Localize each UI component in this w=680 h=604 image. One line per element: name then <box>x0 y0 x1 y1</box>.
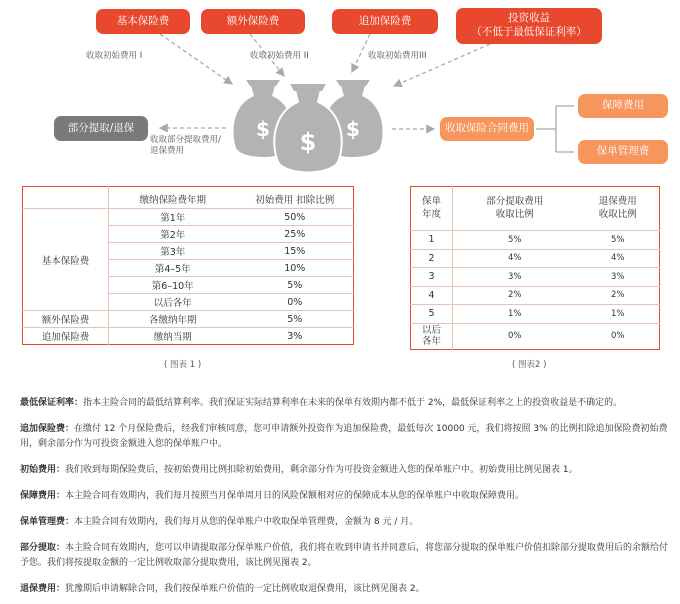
table-row <box>23 328 354 345</box>
partial-cell: 4% <box>453 249 577 268</box>
year-cell: 3 <box>411 268 453 287</box>
period-cell: 第3年 <box>109 243 237 260</box>
table-header-cell <box>576 187 659 231</box>
ratio-cell: 5% <box>237 311 354 328</box>
withdraw-surrender-box <box>54 116 148 141</box>
surrender-cell: 5% <box>576 231 659 250</box>
partial-cell: 0% <box>507 331 522 341</box>
withdraw-fee-line1: 收取部分提取费用/ <box>150 135 221 145</box>
note-term: 初始费用： <box>20 465 66 475</box>
year-cell <box>411 323 453 349</box>
ratio-cell: 5% <box>237 277 354 294</box>
note-text: 本主险合同有效期内，我们每月从您的保单账户中收取保单管理费，金额为 8 元 / 月。 <box>74 517 419 527</box>
surrender-cell: 1% <box>576 305 659 324</box>
table-row <box>411 249 660 268</box>
period-cell: 第6–10年 <box>109 277 237 294</box>
note-text: 我们收到每期保险费后，按初始费用比例扣除初始费用，剩余部分作为可投资金额进入您的保单账户中。初始费用比例见图表 1。 <box>65 465 578 475</box>
note-protection-fee <box>20 489 670 504</box>
period-cell: 各缴纳年期 <box>109 311 237 328</box>
note-term: 保障费用： <box>20 491 66 501</box>
contract-fee-box <box>440 117 534 141</box>
year-text: 以后 各年 <box>421 324 441 347</box>
year-cell: 5 <box>411 305 453 324</box>
management-fee-box <box>578 140 668 164</box>
table2-caption: ( 图表2 ) <box>512 360 547 370</box>
connector-split <box>536 106 574 152</box>
protection-fee-box <box>578 94 668 118</box>
ratio-cell: 10% <box>237 260 354 277</box>
note-text: 本主险合同有效期内，您可以申请提取部分保单账户价值，我们将在收到申请书并同意后，将您部分提取的保单账户价值扣除部分提取费用后的余额给付予您。我们将按提取金额的一定比例收取部分提取费用，该比例见图表 2。 <box>20 543 669 568</box>
table-header-row <box>23 187 354 209</box>
partial-cell: 2% <box>453 286 577 305</box>
additional-premium-box <box>332 9 438 34</box>
note-term: 退保费用： <box>20 584 66 594</box>
note-term: 最低保证利率： <box>20 398 84 408</box>
table1-caption: ( 图表 1 ) <box>164 360 202 370</box>
surrender-cell: 2% <box>576 286 659 305</box>
year-cell: 1 <box>411 231 453 250</box>
table-header-cell: 初始费用 扣除比例 <box>237 187 354 209</box>
table-header-text: 保单 年度 <box>421 195 441 220</box>
note-min-rate <box>20 396 670 411</box>
note-text: 在缴付 12 个月保险费后，经我们审核同意，您可申请额外投资作为追加保险费，最低每次 10000 元，我们将按照 3% 的比例扣除追加保险费初始费用，剩余部分作为可投资金额进入您的保单账户中。 <box>20 424 668 449</box>
basic-premium-label: 基本保险费 <box>116 14 170 27</box>
category-cell: 追加保险费 <box>23 328 109 345</box>
additional-premium-label: 追加保险费 <box>358 14 412 27</box>
note-text: 本主险合同有效期内，我们每月按照当月保单周月日的风险保额相对应的保障成本从您的保单账户中收取保障费用。 <box>65 491 525 501</box>
note-additional-premium <box>20 422 670 451</box>
partial-cell: 3% <box>453 268 577 287</box>
table-row <box>411 305 660 324</box>
year-cell: 2 <box>411 249 453 268</box>
withdraw-fee-label <box>150 135 221 158</box>
min-guaranteed-rate-label: （不低于最低保证利率） <box>471 26 587 38</box>
table-row <box>23 311 354 328</box>
table-row <box>411 323 660 349</box>
basic-premium-box <box>96 9 190 34</box>
ratio-cell: 0% <box>237 294 354 311</box>
table-header-cell <box>411 187 453 231</box>
investment-return-label: 投资收益 <box>508 12 550 25</box>
extra-premium-label: 额外保险费 <box>226 14 280 27</box>
table-header-row <box>411 187 660 231</box>
ratio-cell: 50% <box>237 209 354 226</box>
ratio-cell: 25% <box>237 226 354 243</box>
period-cell: 以后各年 <box>109 294 237 311</box>
table-header-text: 部分提取费用 收取比例 <box>486 195 544 220</box>
note-partial-withdrawal <box>20 541 670 570</box>
ratio-cell: 15% <box>237 243 354 260</box>
table-header-cell <box>453 187 577 231</box>
svg-text:$: $ <box>346 117 360 141</box>
note-text: 指本主险合同的最低结算利率。我们保证实际结算利率在未来的保单有效期内都不低于 2%，最低保证利率之上的投资收益是不确定的。 <box>83 398 623 408</box>
table-header-text: 退保费用 收取比例 <box>598 195 637 220</box>
withdraw-surrender-label: 部分提取/退保 <box>67 121 135 134</box>
protection-fee-label: 保障费用 <box>602 99 644 112</box>
surrender-cell: 4% <box>576 249 659 268</box>
note-term: 部分提取： <box>20 543 66 553</box>
table-row <box>411 286 660 305</box>
period-cell: 第1年 <box>109 209 237 226</box>
surrender-cell: 3% <box>576 268 659 287</box>
arrow-basic <box>160 34 232 84</box>
extra-premium-box <box>201 9 305 34</box>
category-cell: 基本保险费 <box>23 209 109 311</box>
table-row <box>411 231 660 250</box>
table-header-cell: 缴纳保险费年期 <box>109 187 237 209</box>
management-fee-label: 保单管理费 <box>596 145 650 158</box>
ratio-cell: 3% <box>287 330 303 342</box>
fee-label-i: 收取初始费用 I <box>86 51 143 61</box>
period-cell: 第4–5年 <box>109 260 237 277</box>
table-row <box>411 268 660 287</box>
fee-label-ii: 收取初始费用 II <box>250 51 309 61</box>
partial-cell: 1% <box>453 305 577 324</box>
note-management-fee <box>20 515 670 530</box>
withdraw-fee-line2: 退保费用 <box>150 146 185 157</box>
partial-cell: 5% <box>453 231 577 250</box>
table-row <box>23 209 354 226</box>
initial-fee-table <box>22 186 354 345</box>
period-cell: 缴纳当期 <box>153 332 192 343</box>
note-initial-fee <box>20 463 670 478</box>
note-text: 犹豫期后申请解除合同，我们按保单账户价值的一定比例收取退保费用，该比例见图表 2。 <box>65 584 425 594</box>
investment-return-box <box>456 8 602 44</box>
svg-text:$: $ <box>299 128 317 156</box>
category-cell: 额外保险费 <box>23 311 109 328</box>
table-header-cell <box>23 187 109 209</box>
note-surrender-fee <box>20 582 670 597</box>
fee-label-iii: 收取初始费用III <box>368 51 427 61</box>
svg-text:$: $ <box>256 117 270 141</box>
period-cell: 第2年 <box>109 226 237 243</box>
note-term: 追加保险费： <box>20 424 75 434</box>
year-cell: 4 <box>411 286 453 305</box>
surrender-cell: 0% <box>610 331 625 341</box>
note-term: 保单管理费： <box>20 517 75 527</box>
withdraw-fee-table <box>410 186 660 350</box>
contract-fee-label: 收取保险合同费用 <box>445 122 529 135</box>
